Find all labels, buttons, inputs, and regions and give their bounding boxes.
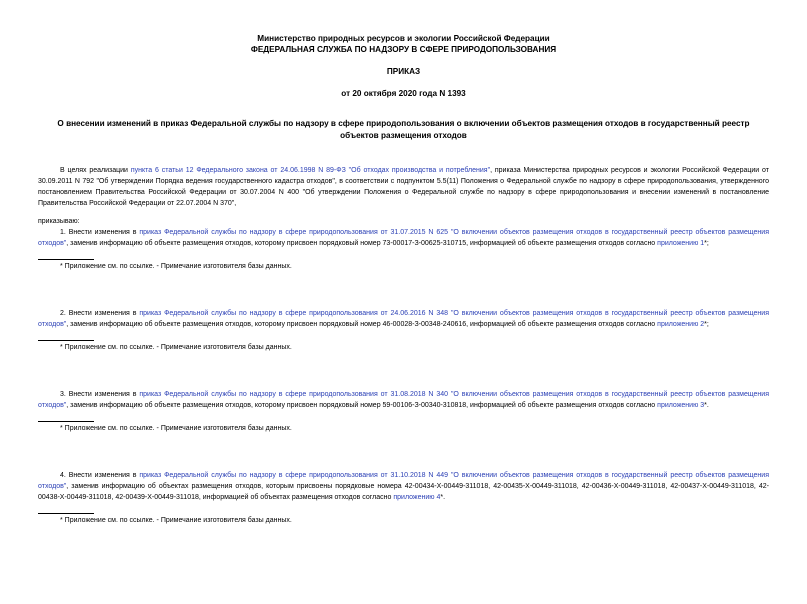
footnote-divider <box>38 513 94 514</box>
item-2-text-1: 2. Внести изменения в <box>60 310 140 317</box>
doc-date: от 20 октября 2020 года N 1393 <box>341 89 466 98</box>
footnote-4: * Приложение см. по ссылке. - Примечание изготовителя базы данных. <box>60 517 292 524</box>
item-2-text-3: *; <box>704 321 709 328</box>
item-2-appendix-link[interactable]: приложению 2 <box>657 321 705 328</box>
ordered-line: приказываю: <box>38 218 80 225</box>
item-3-text-1: 3. Внести изменения в <box>60 391 140 398</box>
item-1-text-3: *; <box>704 240 709 247</box>
footnote-1: * Приложение см. по ссылке. - Примечание изготовителя базы данных. <box>60 263 292 270</box>
intro-paragraph <box>38 165 769 209</box>
item-1 <box>38 227 769 249</box>
item-4 <box>38 470 769 503</box>
intro-text-2: , приказа Министерства природных ресурсов и экологии Российской Федерации от 30.09.2011 N 792 "Об утверждении Порядка ведения государственного кадастра отходов", в соответствии с подпунктом 5.5(11) Положения о Федеральной службе по надзору в сфере природопользования, утвержденного постановлением Правительства Российской Федерации от 30.07.2004 N 400 "Об утверждении Положения о Федеральной службе по надзору в сфере природопользования и внесении изменений в постановление Правительства Российской Федерации от 22.07.2004 N 370", <box>38 167 769 207</box>
doc-title: О внесении изменений в приказ Федеральной службы по надзору в сфере природопользования о включении объектов размещения отходов в государственный реестр объектов размещения отходов <box>57 119 750 140</box>
item-4-order-link[interactable]: приказ Федеральной службы по надзору в сфере природопользования от 31.10.2018 N 449 "О включении объектов размещения отходов в государственный реестр объектов размещения отходов" <box>38 472 769 490</box>
item-4-text-1: 4. Внести изменения в <box>60 472 140 479</box>
footnote-divider <box>38 259 94 260</box>
item-3-text-2: , заменив информацию об объекте размещения отходов, которому присвоен порядковый номер 59-00106-З-00340-310818, информацией об объекте размещения отходов согласно <box>66 402 658 409</box>
item-2-text-2: , заменив информацию об объекте размещения отходов, которому присвоен порядковый номер 46-00028-З-00348-240616, информацией об объекте размещения отходов согласно <box>66 321 658 328</box>
item-2-order-link[interactable]: приказ Федеральной службы по надзору в сфере природопользования от 24.06.2016 N 348 "О включении объектов размещения отходов в государственный реестр объектов размещения отходов" <box>38 310 769 328</box>
item-3-text-3: *. <box>704 402 709 409</box>
item-4-text-2: , заменив информацию об объектах размещения отходов, которым присвоены порядковые номера 42-00434-Х-00449-311018, 42-00435-Х-00449-311018, 42-00436-Х-00449-311018, 42-00437-Х-00449-311018, 42-00438-Х-00449-311018, 42-00439-Х-00449-311018, информацией об объектах размещения отходов согласно <box>38 483 769 501</box>
service-name: ФЕДЕРАЛЬНАЯ СЛУЖБА ПО НАДЗОРУ В СФЕРЕ ПРИРОДОПОЛЬЗОВАНИЯ <box>250 45 557 54</box>
item-3-order-link[interactable]: приказ Федеральной службы по надзору в сфере природопользования от 31.08.2018 N 340 "О включении объектов размещения отходов в государственный реестр объектов размещения отходов" <box>38 391 769 409</box>
item-2 <box>38 308 769 330</box>
item-1-text-2: , заменив информацию об объекте размещения отходов, которому присвоен порядковый номер 73-00017-З-00625-310715, информацией об объекте размещения отходов согласно <box>66 240 658 247</box>
item-4-text-3: *. <box>440 494 446 501</box>
intro-text-1: В целях реализации <box>60 167 131 174</box>
item-4-appendix-link[interactable]: приложению 4 <box>393 494 441 501</box>
ministry-name: Министерство природных ресурсов и экологии Российской Федерации <box>257 34 550 43</box>
item-3-appendix-link[interactable]: приложению 3 <box>657 402 705 409</box>
document-page <box>0 33 807 604</box>
item-1-order-link[interactable]: приказ Федеральной службы по надзору в сфере природопользования от 31.07.2015 N 625 "О включении объектов размещения отходов в государственный реестр объектов размещения отходов" <box>38 229 769 247</box>
footnote-3: * Приложение см. по ссылке. - Примечание изготовителя базы данных. <box>60 425 292 432</box>
footnote-2: * Приложение см. по ссылке. - Примечание изготовителя базы данных. <box>60 344 292 351</box>
item-1-text-1: 1. Внести изменения в <box>60 229 140 236</box>
footnote-divider <box>38 421 94 422</box>
doc-type: ПРИКАЗ <box>386 67 421 76</box>
item-1-appendix-link[interactable]: приложению 1 <box>657 240 705 247</box>
item-3 <box>38 389 769 411</box>
document-header <box>38 33 769 99</box>
law-link[interactable]: пункта 6 статьи 12 Федерального закона от 24.06.1998 N 89-ФЗ "Об отходах производства и потребления" <box>130 167 491 174</box>
footnote-divider <box>38 340 94 341</box>
